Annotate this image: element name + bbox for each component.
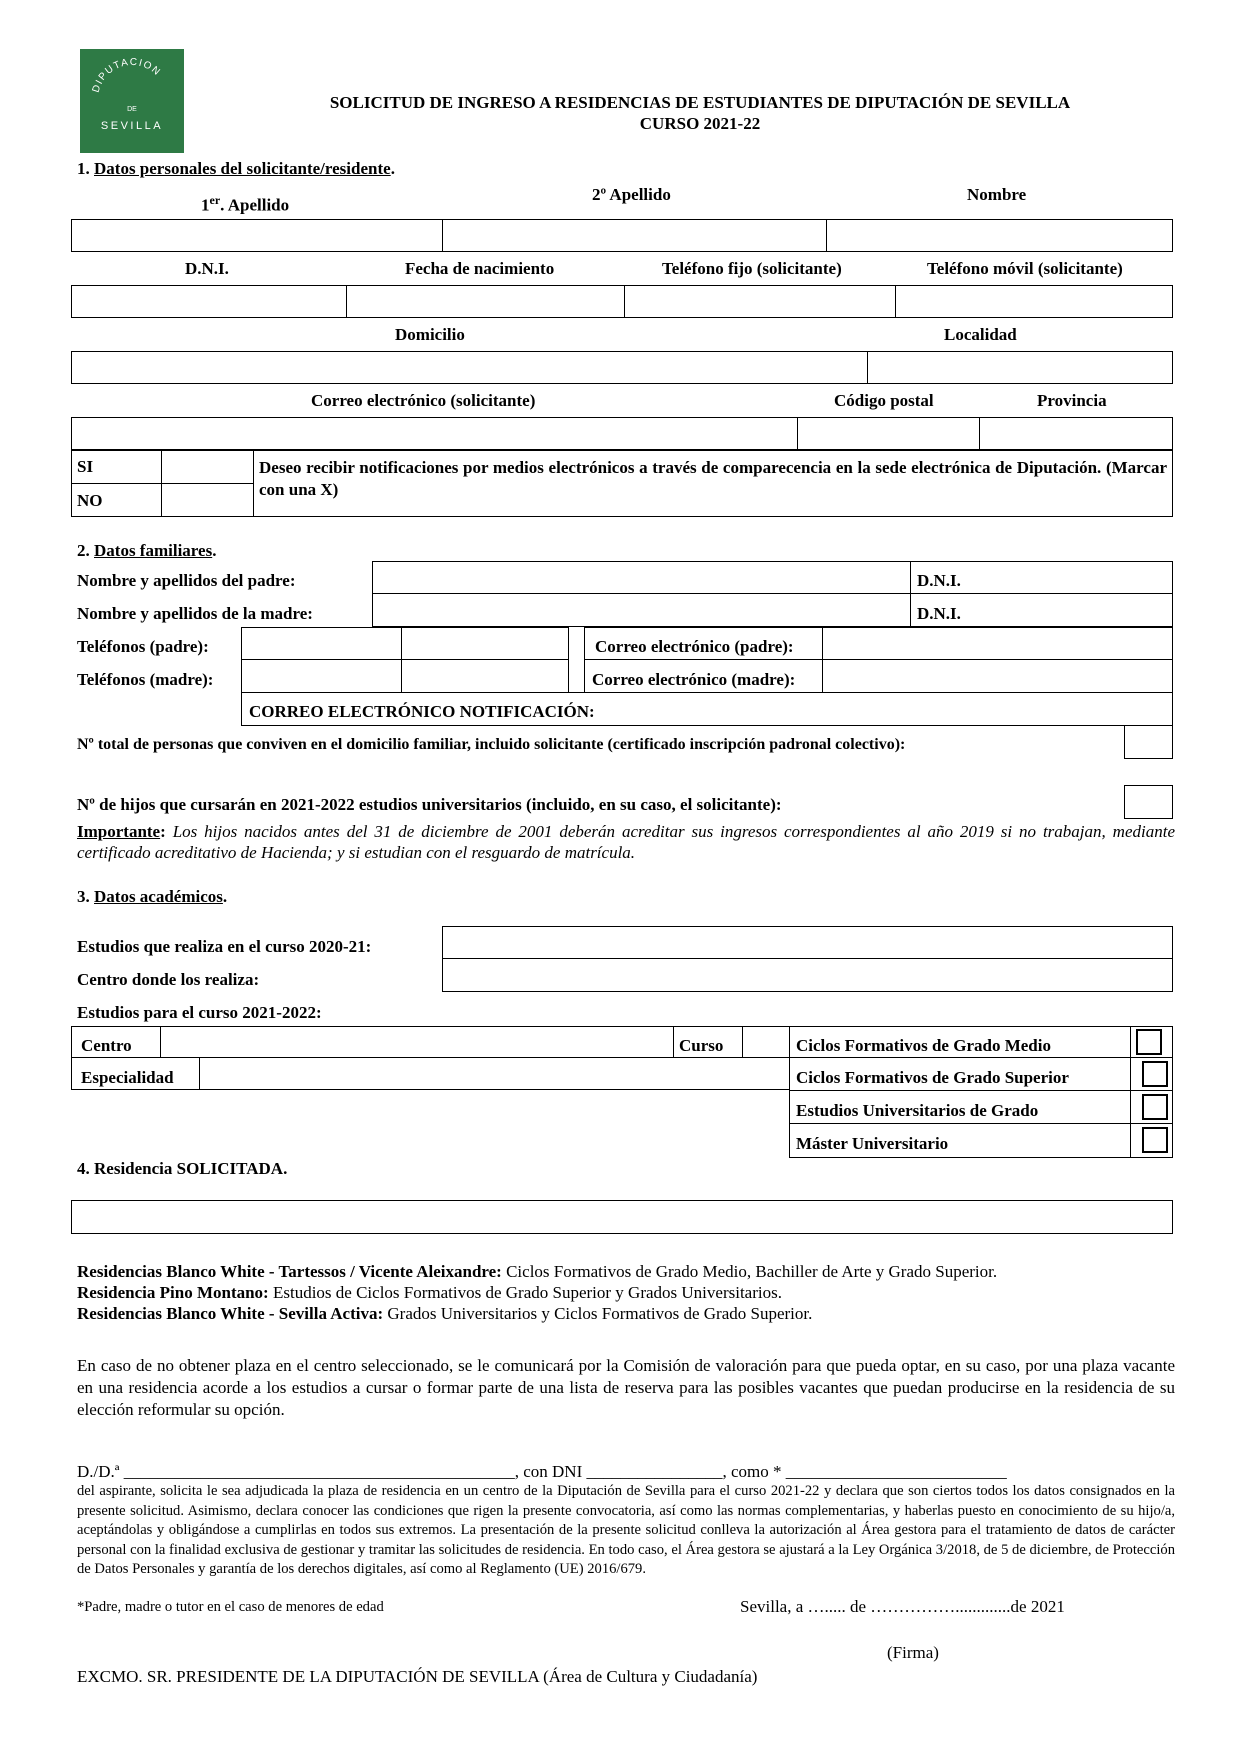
provincia-field[interactable] <box>979 417 1173 450</box>
residencia-field[interactable] <box>71 1200 1173 1234</box>
grado-superior-checkbox[interactable] <box>1142 1061 1168 1087</box>
telefono-madre-2-field[interactable] <box>401 659 569 694</box>
section-4-heading: 4. Residencia SOLICITADA. <box>77 1159 288 1178</box>
divider <box>789 1057 1173 1058</box>
divider <box>71 483 254 484</box>
destinatario: EXCMO. SR. PRESIDENTE DE LA DIPUTACIÓN DE SEVILLA (Área de Cultura y Ciudadanía) <box>77 1667 758 1686</box>
centro-label: Centro <box>81 1036 132 1055</box>
telefono-padre-2-field[interactable] <box>401 627 569 661</box>
correo-notificacion-label: CORREO ELECTRÓNICO NOTIFICACIÓN: <box>249 702 595 721</box>
fecha-nacimiento-label: Fecha de nacimiento <box>405 259 555 278</box>
divider <box>673 1026 674 1059</box>
firma-label: (Firma) <box>887 1643 939 1662</box>
grado-medio-checkbox[interactable] <box>1136 1029 1162 1055</box>
divider <box>789 1090 1173 1091</box>
codigo-postal-field[interactable] <box>797 417 981 450</box>
divider <box>822 659 823 694</box>
form-subtitle: CURSO 2021-22 <box>639 114 761 133</box>
telefonos-padre-label: Teléfonos (padre): <box>77 637 209 656</box>
estudios-actuales-label: Estudios que realiza en el curso 2020-21: <box>77 937 372 956</box>
apellido1-field[interactable] <box>71 219 444 252</box>
universitarios-checkbox[interactable] <box>1142 1094 1168 1120</box>
madre-label: Nombre y apellidos de la madre: <box>77 604 313 623</box>
svg-text:DE: DE <box>127 106 137 113</box>
fecha-nacimiento-field[interactable] <box>346 285 626 318</box>
telefono-fijo-label: Teléfono fijo (solicitante) <box>662 259 842 278</box>
codigo-postal-label: Código postal <box>834 391 934 410</box>
divider <box>822 627 823 661</box>
section-2-heading: 2. Datos familiares. <box>77 541 217 560</box>
apellido2-field[interactable] <box>442 219 828 252</box>
telefono-madre-1-field[interactable] <box>241 659 403 694</box>
especialidad-field[interactable] <box>201 1059 789 1088</box>
total-personas-field[interactable] <box>1124 725 1173 759</box>
nota-plaza: En caso de no obtener plaza en el centro seleccionado, se le comunicará por la Comisión de valoración para que pueda optar, en su caso, por una plaza vacante en una residencia acorde a los estudios a cursar o formar parte de una lista de reserva para las posibles vacantes que puedan producirse en la residencia de su elección reformular su opción. <box>77 1356 1175 1419</box>
apellido1-label: 1er. Apellido <box>201 193 290 215</box>
divider <box>1130 1026 1131 1158</box>
divider <box>910 561 911 595</box>
declarante-line: D./D.ª ______________________________________________, con DNI ________________, como * __________________________ <box>77 1462 1007 1481</box>
dni-field[interactable] <box>71 285 348 318</box>
provincia-label: Provincia <box>1037 391 1107 410</box>
section-3-heading: 3. Datos académicos. <box>77 887 228 906</box>
telefono-fijo-field[interactable] <box>624 285 897 318</box>
opcion-grado-superior-label: Ciclos Formativos de Grado Superior <box>796 1068 1069 1087</box>
divider <box>199 1057 200 1090</box>
total-personas-label: Nº total de personas que conviven en el domicilio familiar, incluido solicitante (certificado inscripción padronal colectivo): <box>77 736 906 753</box>
domicilio-label: Domicilio <box>395 325 465 344</box>
divider <box>742 1026 743 1059</box>
telefono-movil-field[interactable] <box>895 285 1173 318</box>
estudios-actuales-field[interactable] <box>442 926 1173 960</box>
residencia-item: Residencias Blanco White - Sevilla Activa: Grados Universitarios y Ciclos Formativos de Grado Superior. <box>77 1304 813 1323</box>
si-label: SI <box>77 457 94 476</box>
correo-padre-label: Correo electrónico (padre): <box>595 637 794 656</box>
hijos-label: Nº de hijos que cursarán en 2021-2022 estudios universitarios (incluido, en su caso, el solicitante): <box>77 795 782 814</box>
residencia-item: Residencias Blanco White - Tartessos / Vicente Aleixandre: Ciclos Formativos de Grado Medio, Bachiller de Arte y Grado Superior. <box>77 1262 998 1281</box>
localidad-field[interactable] <box>867 351 1173 384</box>
centro-actual-field[interactable] <box>442 958 1173 992</box>
dni-label: D.N.I. <box>185 259 229 278</box>
correo-field[interactable] <box>71 417 799 450</box>
nota-padre: *Padre, madre o tutor en el caso de menores de edad <box>77 1599 384 1615</box>
curso-label: Curso <box>679 1036 724 1055</box>
divider <box>789 1123 1173 1124</box>
correo-madre-field[interactable] <box>824 661 1171 692</box>
localidad-label: Localidad <box>944 325 1017 344</box>
telefono-padre-1-field[interactable] <box>241 627 403 661</box>
importante-note: Importante: Los hijos nacidos antes del 31 de diciembre de 2001 deberán acreditar sus ingresos correspondientes al año 2019 si no trabajan, mediante certificado acreditativo de Hacienda; y si estudian con el resguardo de matrícula. <box>77 822 1175 862</box>
hijos-field[interactable] <box>1124 785 1173 819</box>
divider <box>910 593 911 627</box>
apellido2-label: 2º Apellido <box>592 185 671 204</box>
master-checkbox[interactable] <box>1142 1127 1168 1153</box>
notificaciones-text: Deseo recibir notificaciones por medios electrónicos a través de comparecencia en la sede electrónica de Diputación. (Marcar con una X) <box>259 458 1167 499</box>
telefono-movil-label: Teléfono móvil (solicitante) <box>927 259 1123 278</box>
padre-label: Nombre y apellidos del padre: <box>77 571 296 590</box>
padre-field[interactable] <box>372 561 1173 595</box>
no-label: NO <box>77 491 103 510</box>
declaracion-text: del aspirante, solicita le sea adjudicada la plaza de residencia en un centro de la Diputación de Sevilla para el curso 2021-22 y declara que son ciertos todos los datos consignados en la presente solicitud. Asimismo, declara conocer las condiciones que rigen la presente convocatoria, así como las normas complementarias, y haberlas puesto en conocimiento de su hijo/a, aceptándolas y obligándose a cumplirlas en todos sus extremos. La presentación de la presente solicitud conlleva la autorización al Área gestora para el tratamiento de datos de carácter personal con la finalidad exclusiva de gestionar y tramitar las solicitudes de residencia. En todo caso, el Área gestora se ajustará a la Ley Orgánica 3/2018, de 5 de diciembre, de Protección de Datos Personales y garantía de los derechos digitales, así como al Reglamento (UE) 2016/679. <box>77 1483 1175 1577</box>
opcion-master-label: Máster Universitario <box>796 1134 949 1153</box>
no-checkbox[interactable] <box>162 485 253 516</box>
dni-padre-label: D.N.I. <box>917 571 961 590</box>
telefonos-madre-label: Teléfonos (madre): <box>77 670 214 689</box>
madre-field[interactable] <box>372 593 1173 627</box>
divider <box>160 1026 161 1059</box>
svg-text:DIPUTACION: DIPUTACION <box>90 56 163 94</box>
si-checkbox[interactable] <box>162 451 253 483</box>
centro-actual-label: Centro donde los realiza: <box>77 970 260 989</box>
form-title: SOLICITUD DE INGRESO A RESIDENCIAS DE ESTUDIANTES DE DIPUTACIÓN DE SEVILLA <box>329 93 1071 112</box>
domicilio-field[interactable] <box>71 351 869 384</box>
opcion-grado-medio-label: Ciclos Formativos de Grado Medio <box>796 1036 1051 1055</box>
correo-madre-label: Correo electrónico (madre): <box>592 670 796 689</box>
svg-text:SEVILLA: SEVILLA <box>100 120 164 132</box>
opcion-universitarios-label: Estudios Universitarios de Grado <box>796 1101 1039 1120</box>
correo-padre-field[interactable] <box>824 629 1171 659</box>
correo-label: Correo electrónico (solicitante) <box>311 391 536 410</box>
dni-madre-label: D.N.I. <box>917 604 961 623</box>
estudios-para-label: Estudios para el curso 2021-2022: <box>77 1003 322 1022</box>
centro-field[interactable] <box>162 1028 672 1057</box>
diputacion-logo <box>80 49 184 153</box>
nombre-field[interactable] <box>826 219 1173 252</box>
residencia-item: Residencia Pino Montano: Estudios de Ciclos Formativos de Grado Superior y Grados Universitarios. <box>77 1283 782 1302</box>
nombre-label: Nombre <box>967 185 1027 204</box>
fecha-firma: Sevilla, a …..... de …………….............de 2021 <box>740 1597 1065 1616</box>
especialidad-label: Especialidad <box>81 1068 174 1087</box>
section-1-heading: 1. Datos personales del solicitante/residente. <box>77 159 395 178</box>
curso-field[interactable] <box>744 1028 790 1057</box>
